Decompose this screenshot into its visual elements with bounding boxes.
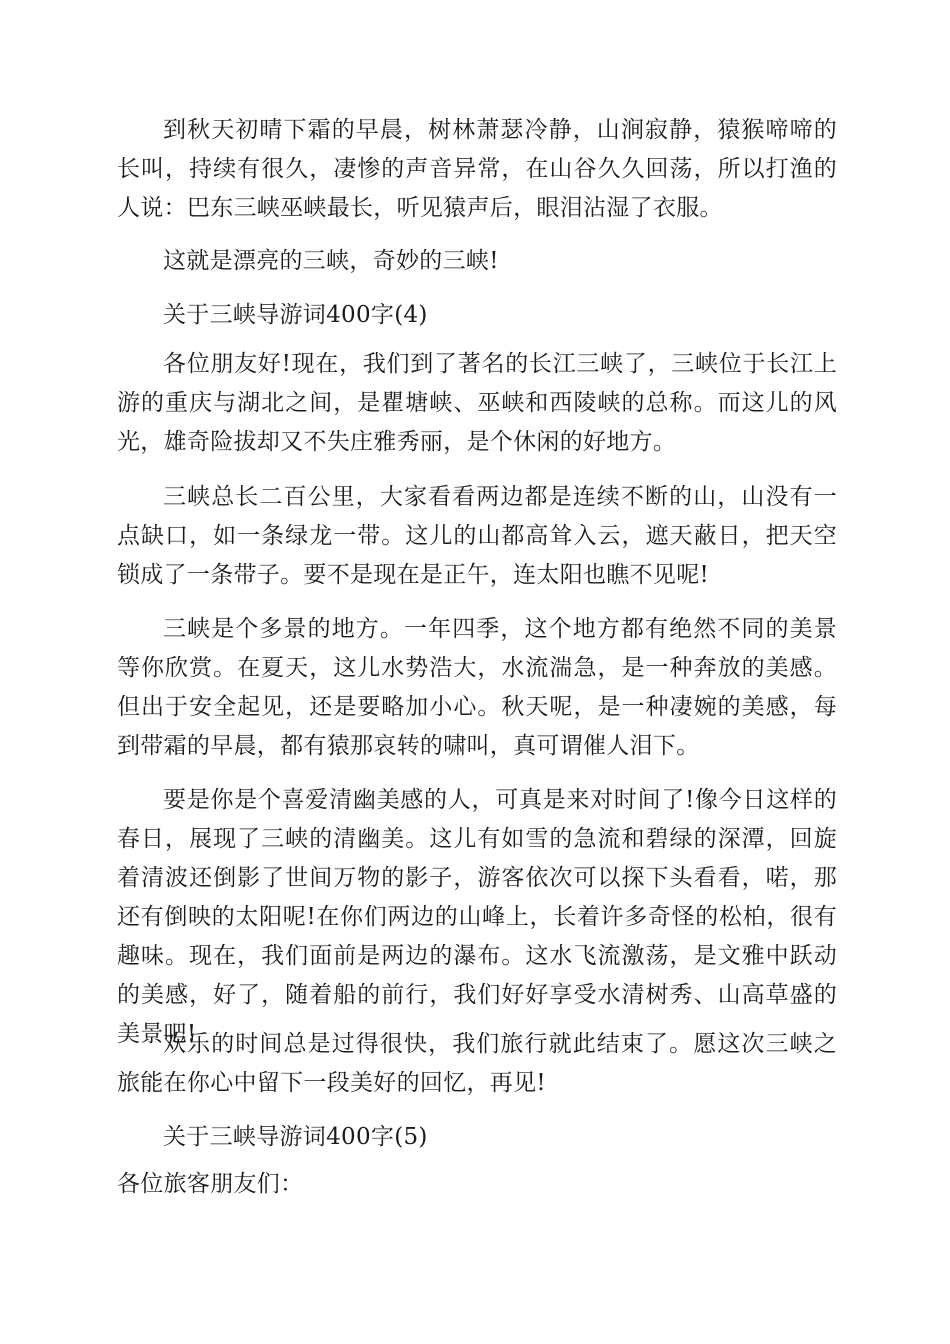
paragraph-text: 三峡是个多景的地方。一年四季，这个地方都有绝然不同的美景等你欣赏。在夏天，这儿水势浩大，水流湍急，是一种奔放的美感。但出于安全起见，还是要略加小心。秋天呢，是一种凄婉的美感，每到带霜的早晨，都有猿那哀转的啸叫，真可谓催人泪下。: [117, 616, 837, 759]
paragraph-seasons: [117, 610, 837, 766]
paragraph-farewell: [117, 1025, 837, 1103]
paragraph-text: 要是你是个喜爱清幽美感的人，可真是来对时间了!像今日这样的春日，展现了三峡的清幽美。这儿有如雪的急流和碧绿的深潭，回旋着清波还倒影了世间万物的影子，游客依次可以探下头看看，喏，那还有倒映的太阳呢!在你们两边的山峰上，长着许多奇怪的松柏，很有趣味。现在，我们面前是两边的瀑布。这水飞流激荡，是文雅中跃动的美感，好了，随着船的前行，我们好好享受水清树秀、山高草盛的美景吧!: [117, 787, 837, 1047]
paragraph-salutation: [117, 1165, 837, 1204]
paragraph-text: 这就是漂亮的三峡，奇妙的三峡!: [163, 248, 499, 274]
paragraph-greeting: [117, 345, 837, 462]
section-heading-4: [117, 296, 837, 335]
paragraph-text: 各位朋友好!现在，我们到了著名的长江三峡了，三峡位于长江上游的重庆与湖北之间，是瞿塘峡、巫峡和西陵峡的总称。而这儿的风光，雄奇险拔却又不失庄雅秀丽，是个休闲的好地方。: [117, 351, 837, 455]
section-heading-5: [117, 1118, 837, 1157]
paragraph-text: 到秋天初晴下霜的早晨，树林萧瑟冷静，山涧寂静，猿猴啼啼的长叫，持续有很久，凄惨的声音异常，在山谷久久回荡，所以打渔的人说：巴东三峡巫峡最长，听见猿声后，眼泪沾湿了衣服。: [117, 117, 837, 221]
paragraph-text: 各位旅客朋友们：: [117, 1171, 304, 1197]
paragraph-text: 三峡总长二百公里，大家看看两边都是连续不断的山，山没有一点缺口，如一条绿龙一带。这儿的山都高耸入云，遮天蔽日，把天空锁成了一条带子。要不是现在是正午，连太阳也瞧不见呢!: [117, 484, 837, 588]
section-heading: 关于三峡导游词400字(4): [163, 302, 428, 328]
section-heading: 关于三峡导游词400字(5): [163, 1124, 428, 1150]
paragraph-spring: [117, 781, 837, 1054]
paragraph-text: 欢乐的时间总是过得很快，我们旅行就此结束了。愿这次三峡之旅能在你心中留下一段美好的回忆，再见!: [117, 1031, 837, 1096]
paragraph-beautiful-three-gorges: [117, 242, 837, 281]
paragraph-length: [117, 478, 837, 595]
paragraph-autumn: [117, 111, 837, 228]
